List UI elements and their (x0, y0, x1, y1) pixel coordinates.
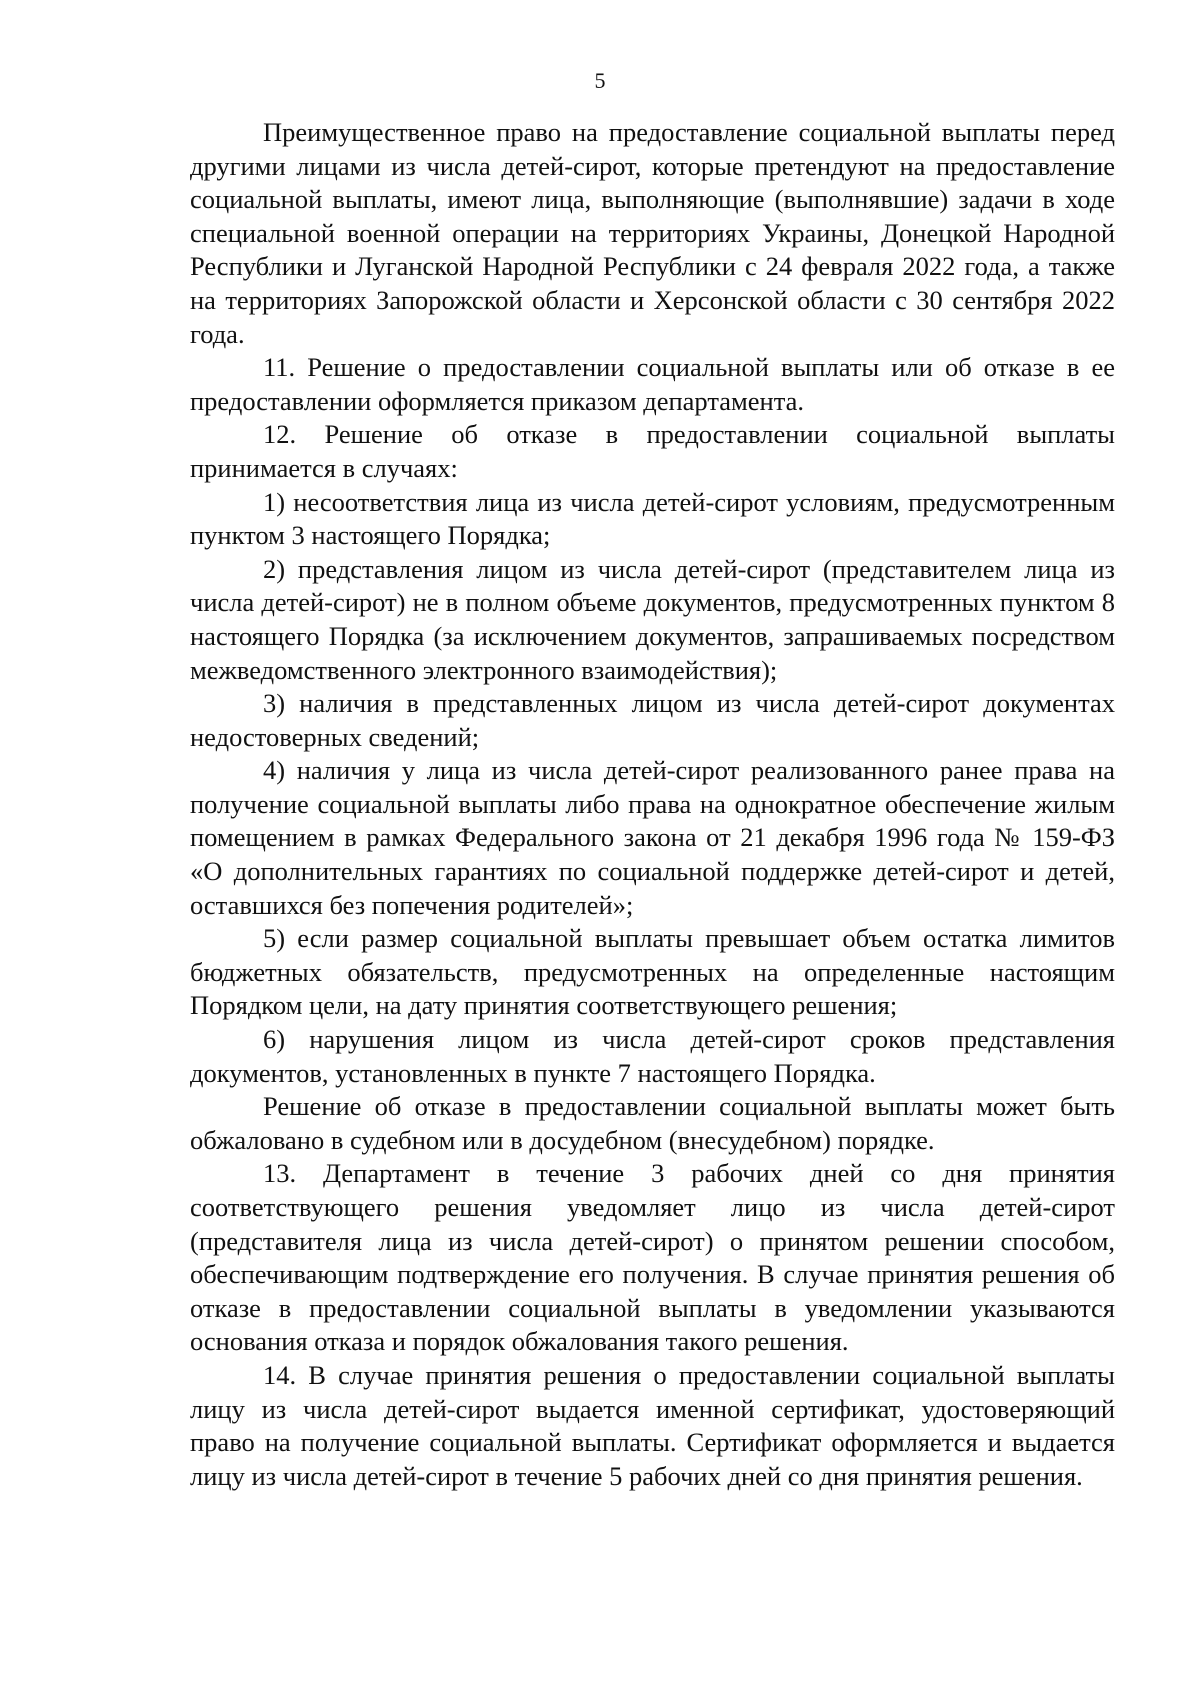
paragraph-subitem-3: 3) наличия в представленных лицом из числа детей-сирот документах недостоверных сведений; (190, 688, 1115, 752)
paragraph-subitem-1: 1) несоответствия лица из числа детей-сирот условиям, предусмотренным пунктом 3 настоящего Порядка; (190, 486, 1115, 551)
paragraph-item-11: 11. Решение о предоставлении социальной выплаты или об отказе в ее предоставлении оформляется приказом департамента. (190, 352, 1115, 416)
document-body (190, 116, 1115, 1493)
paragraph-item-13: 13. Департамент в течение 3 рабочих дней со дня принятия соответствующего решения уведомляет лицо из числа детей-сирот (представителя лица из числа детей-сирот) о принятом решении способом, обеспечивающим подтверждение его получения. В случае принятия решения об отказе в предоставлении социальной выплаты в уведомлении указываются основания отказа и порядок обжалования такого решения. (190, 1158, 1115, 1357)
paragraph-item-12: 12. Решение об отказе в предоставлении социальной выплаты принимается в случаях: (190, 419, 1115, 483)
paragraph-appeal: Решение об отказе в предоставлении социальной выплаты может быть обжаловано в судебном или в досудебном (внесудебном) порядке. (190, 1091, 1115, 1155)
page-number: 5 (594, 68, 606, 93)
paragraph-item-14: 14. В случае принятия решения о предоставлении социальной выплаты лицу из числа детей-сирот выдается именной сертификат, удостоверяющий право на получение социальной выплаты. Сертификат оформляется и выдается лицу из числа детей-сирот в течение 5 рабочих дней со дня принятия решения. (190, 1359, 1115, 1491)
paragraph-subitem-6: 6) нарушения лицом из числа детей-сирот сроков представления документов, установленных в пункте 7 настоящего Порядка. (190, 1024, 1115, 1088)
paragraph-subitem-4: 4) наличия у лица из числа детей-сирот реализованного ранее права на получение социальной выплаты либо права на однократное обеспечение жилым помещением в рамках Федерального закона от 21 декабря 1996 года № 159-ФЗ «О дополнительных гарантиях по социальной поддержке детей-сирот и детей, оставшихся без попечения родителей»; (190, 755, 1115, 920)
paragraph-preferential-right: Преимущественное право на предоставление социальной выплаты перед другими лицами из числа детей-сирот, которые претендуют на предоставление социальной выплаты, имеют лица, выполняющие (выполнявшие) задачи в ходе специальной военной операции на территориях Украины, Донецкой Народной Республики и Луганской Народной Республики с 24 февраля 2022 года, а также на территориях Запорожской области и Херсонской области с 30 сентября 2022 года. (190, 117, 1115, 349)
paragraph-subitem-5: 5) если размер социальной выплаты превышает объем остатка лимитов бюджетных обязательств, предусмотренных на определенные настоящим Порядком цели, на дату принятия соответствующего решения; (190, 923, 1115, 1021)
paragraph-subitem-2: 2) представления лицом из числа детей-сирот (представителем лица из числа детей-сирот) не в полном объеме документов, предусмотренных пунктом 8 настоящего Порядка (за исключением документов, запрашиваемых посредством межведомственного электронного взаимодействия); (190, 553, 1115, 685)
